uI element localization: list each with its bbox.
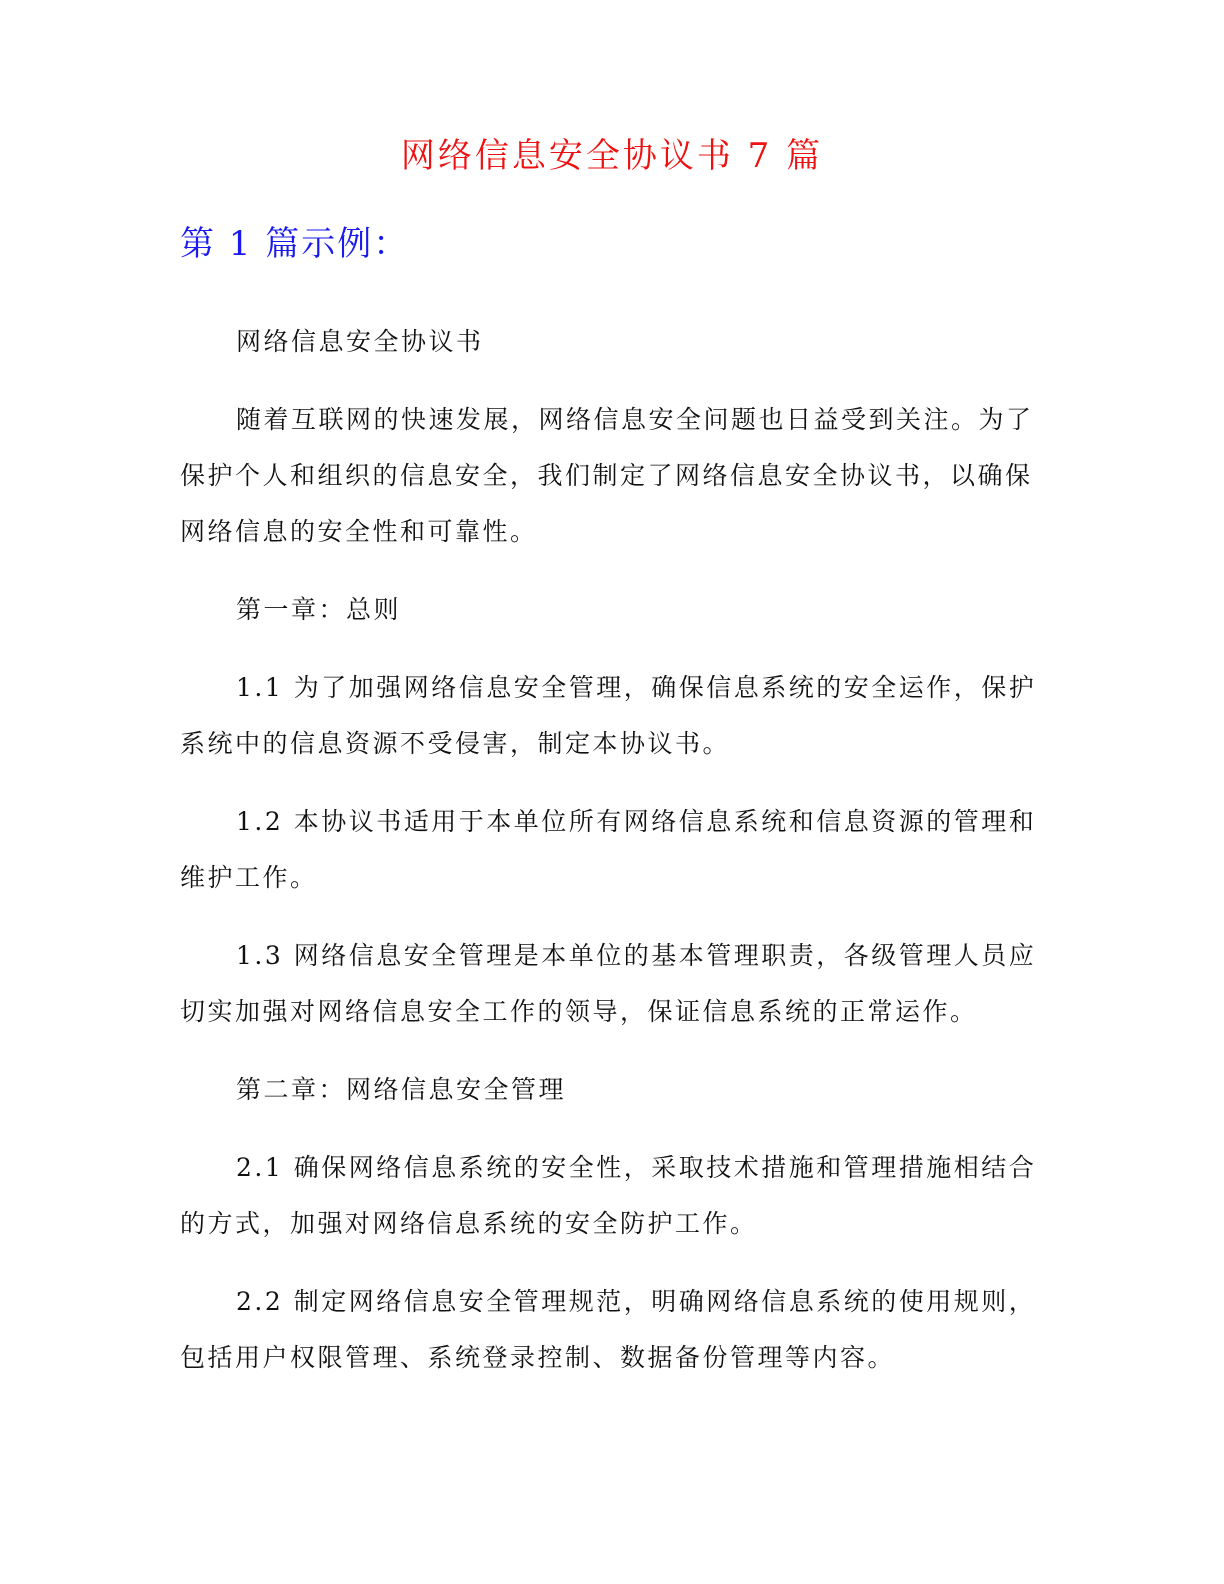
section-heading: 第 1 篇示例： bbox=[180, 224, 410, 264]
chapter-2-heading: 第二章：网络信息安全管理 bbox=[236, 1075, 567, 1104]
clause-1-2: 1.2 本协议书适用于本单位所有网络信息系统和信息资源的管理和维护工作。 bbox=[180, 807, 1037, 892]
intro-paragraph: 随着互联网的快速发展，网络信息安全问题也日益受到关注。为了保护个人和组织的信息安全，我们制定了网络信息安全协议书，以确保网络信息的安全性和可靠性。 bbox=[180, 405, 1034, 546]
clause-2-2: 2.2 制定网络信息安全管理规范，明确网络信息系统的使用规则，包括用户权限管理、系统登录控制、数据备份管理等内容。 bbox=[180, 1287, 1037, 1372]
document-title: 网络信息安全协议书 7 篇 bbox=[400, 136, 824, 176]
clause-2-1: 2.1 确保网络信息系统的安全性，采取技术措施和管理措施相结合的方式，加强对网络信息系统的安全防护工作。 bbox=[180, 1153, 1037, 1238]
document-body bbox=[180, 314, 1050, 1408]
clause-1-3: 1.3 网络信息安全管理是本单位的基本管理职责，各级管理人员应切实加强对网络信息安全工作的领导，保证信息系统的正常运作。 bbox=[180, 941, 1037, 1026]
clause-1-1: 1.1 为了加强网络信息安全管理，确保信息系统的安全运作，保护系统中的信息资源不受侵害，制定本协议书。 bbox=[180, 673, 1037, 758]
agreement-heading: 网络信息安全协议书 bbox=[236, 327, 484, 356]
chapter-1-heading: 第一章：总则 bbox=[236, 595, 402, 624]
